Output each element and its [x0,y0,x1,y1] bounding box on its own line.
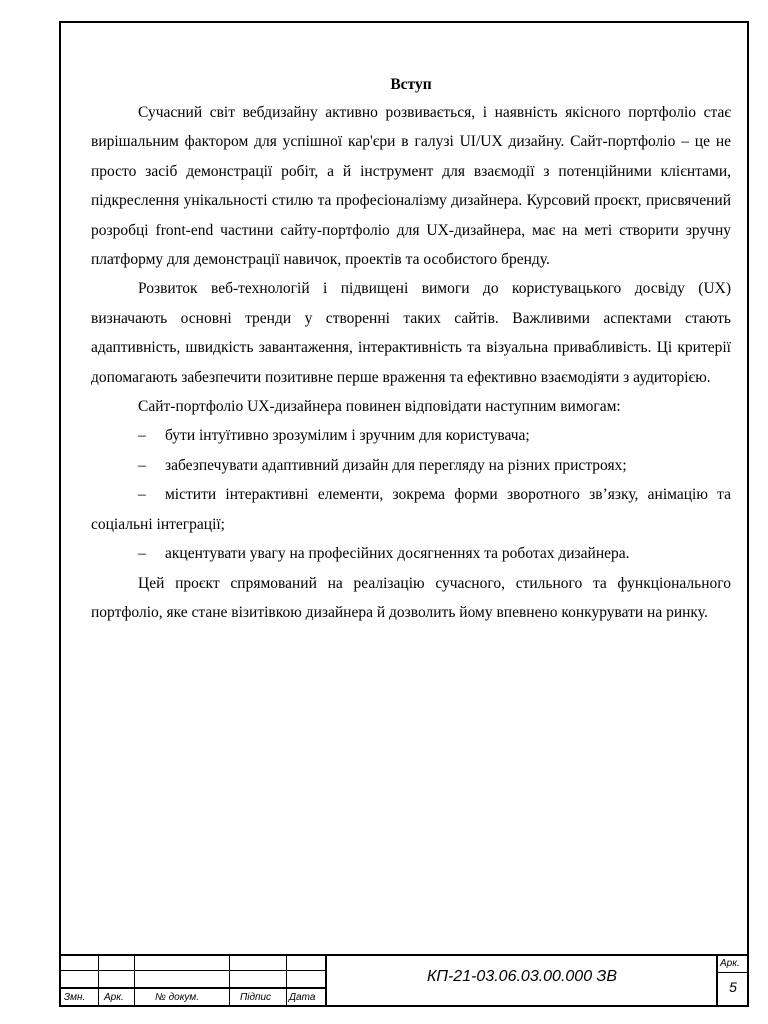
document-code: КП-21-03.06.03.00.000 ЗВ [426,968,618,985]
paragraph-trends: Розвиток веб-технологій і підвищені вимоги до користувацького досвіду (UX) визначають основні тренди у створенні таких сайтів. Важливими аспектами стають адаптивність, швидкість завантаження, інтерактивність та візуальна привабливість. Ці критерії допомагають забезпечити позитивне перше враження та ефективно взаємодіяти з аудиторією. [91,280,731,386]
stamp-label-date: Дата [289,992,316,1003]
stamp-sheet-line [717,972,749,973]
page-number: 5 [729,979,737,995]
stamp-label-doc-no: № докум. [155,992,200,1003]
list-item [91,421,731,450]
list-dash: – [138,545,146,563]
list-item-text: містити інтерактивні елементи, зокрема форми зворотного зв’язку, анімацію та соціальні інтеграції; [91,486,731,533]
list-item-text: бути інтуїтивно зрозумілим і зручним для користувача; [165,427,530,445]
stamp-col-line [98,954,99,1007]
stamp-top-border [59,954,749,956]
stamp-label-change: Змн. [64,992,86,1003]
list-item-text: забезпечувати адаптивний дизайн для перегляду на різних пристроях; [165,456,627,474]
list-item [91,480,731,539]
list-item [91,539,731,568]
stamp-label-signature: Підпис [240,992,272,1003]
sheet-label: Арк. [720,958,740,969]
document-body [91,72,731,627]
stamp-label-sheet: Арк. [104,992,124,1003]
stamp-col-line [134,954,135,1007]
title-block-stamp [59,954,749,1007]
list-item-text: акцентувати увагу на професійних досягненнях та роботах дизайнера. [165,545,630,563]
paragraph-conclusion: Цей проєкт спрямований на реалізацію сучасного, стильного та функціонального портфоліо, яке стане візитівкою дизайнера й дозволить йому впевнено конкурувати на ринку. [91,574,731,621]
paragraph-intro: Сучасний світ вебдизайну активно розвивається, і наявність якісного портфоліо стає вирішальним фактором для успішної кар'єри в галузі UI/UX дизайну. Сайт-портфоліо – це не просто засіб демонстрації робіт, а й інструмент для взаємодії з потенційними клієнтами, підкреслення унікальності стилю та професіоналізму дизайнера. Курсовий проєкт, присвячений розробці front-end частини сайту-портфоліо для UX-дизайнера, має на меті створити зручну платформу для демонстрації навичок, проектів та особистого бренду. [91,104,731,269]
paragraph-requirements: Сайт-портфоліо UX-дизайнера повинен відповідати наступним вимогам: [138,398,621,416]
list-dash: – [138,486,146,504]
list-item [91,451,731,480]
stamp-col-line [286,954,287,1007]
stamp-col-line [229,954,230,1007]
document-title: Вступ [390,76,432,93]
list-dash: – [138,456,146,474]
list-dash: – [138,427,146,445]
